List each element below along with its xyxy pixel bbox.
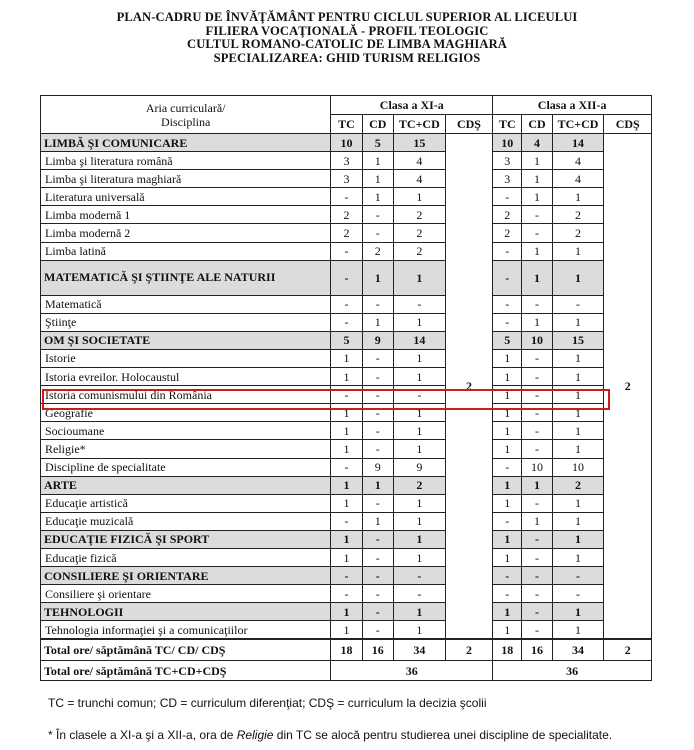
- header-area-label: Aria curriculară/: [145, 100, 226, 115]
- footnote: [48, 728, 612, 742]
- cell-tccd-11: 1: [393, 440, 445, 458]
- cell-tc-12: -: [493, 567, 522, 585]
- cell-cd-11: 1: [362, 260, 393, 295]
- cell-cd-11: 1: [362, 512, 393, 530]
- category-row: [41, 331, 652, 349]
- header-area-cell: [41, 96, 331, 134]
- title-line-4: SPECIALIZAREA: GHID TURISM RELIGIOS: [213, 50, 481, 65]
- cell-cd-12: 10: [522, 331, 552, 349]
- cell-tccd-11: 4: [393, 170, 445, 188]
- cell-tccd-12: 2: [552, 476, 604, 494]
- cell-cd-12: -: [522, 224, 552, 242]
- cell-tccd-12: 1: [552, 349, 604, 367]
- cell-tccd-12: 1: [552, 386, 604, 404]
- cell-tc-11: 2: [331, 206, 362, 224]
- title-line-3: CULTUL ROMANO-CATOLIC DE LIMBA MAGHIARĂ: [187, 37, 507, 52]
- cell-cd-11: -: [362, 494, 393, 512]
- cell-tc-11: -: [331, 585, 362, 603]
- cell-tccd-12: 4: [552, 170, 604, 188]
- cell-tccd-12: 1: [552, 260, 604, 295]
- cell-tc-11: 2: [331, 224, 362, 242]
- cell-tc-11: 1: [331, 603, 362, 621]
- cell-tc-11: 1: [331, 368, 362, 386]
- document-title: [0, 11, 694, 65]
- cell-tccd-12: 1: [552, 512, 604, 530]
- cell-tc-11: -: [331, 386, 362, 404]
- cell-cd-12: -: [522, 621, 552, 640]
- cell-cd-11: -: [362, 368, 393, 386]
- cell-cd-11: -: [362, 295, 393, 313]
- cell-cd-12: 1: [522, 170, 552, 188]
- cell-cd-12: 1: [522, 188, 552, 206]
- cell-tc-12: 1: [493, 530, 522, 548]
- col-tccd-11: TC+CD: [393, 115, 445, 134]
- cell-cd-11: -: [362, 440, 393, 458]
- cell-tccd-12: 2: [552, 206, 604, 224]
- col-tccd-12: TC+CD: [552, 115, 604, 134]
- discipline-row: [41, 170, 652, 188]
- total-sum-12: 36: [493, 661, 652, 681]
- cell-tccd-11: 15: [393, 134, 445, 152]
- cell-tc-11: -: [331, 458, 362, 476]
- cell-tccd-12: 1: [552, 404, 604, 422]
- discipline-name: Istorie: [41, 349, 331, 367]
- cell-cd-12: -: [522, 440, 552, 458]
- cell-tc-12: 1: [493, 422, 522, 440]
- cell-tccd-11: -: [393, 585, 445, 603]
- cell-tc-11: 1: [331, 494, 362, 512]
- cell-tccd-12: 1: [552, 440, 604, 458]
- cell-tccd-11: 1: [393, 368, 445, 386]
- category-row: [41, 476, 652, 494]
- table-header-row: [41, 96, 652, 115]
- cell-tc-12: -: [493, 295, 522, 313]
- cell-cd-12: -: [522, 494, 552, 512]
- cell-tc-12: 1: [493, 548, 522, 566]
- discipline-name: Istoria comunismului din România: [41, 386, 331, 404]
- discipline-name: Discipline de specialitate: [41, 458, 331, 476]
- cell-tccd-11: -: [393, 295, 445, 313]
- cell-tccd-11: 2: [393, 476, 445, 494]
- cell-tccd-12: -: [552, 567, 604, 585]
- discipline-name: Limba şi literatura română: [41, 152, 331, 170]
- cell-cd-12: -: [522, 585, 552, 603]
- cell-tc-12: 10: [493, 134, 522, 152]
- cell-tccd-12: 15: [552, 331, 604, 349]
- cell-tccd-11: 1: [393, 188, 445, 206]
- cell-tccd-12: 1: [552, 621, 604, 640]
- cell-tc-12: -: [493, 188, 522, 206]
- cell-tc-12: -: [493, 242, 522, 260]
- col-cds-11: CDŞ: [445, 115, 493, 134]
- header-discipline-label: Disciplina: [161, 114, 211, 129]
- cell-tc-11: 3: [331, 152, 362, 170]
- discipline-name: Educaţie fizică: [41, 548, 331, 566]
- category-name: OM ŞI SOCIETATE: [41, 331, 331, 349]
- cell-tc-12: 1: [493, 603, 522, 621]
- cell-tccd-12: 14: [552, 134, 604, 152]
- table-body: [41, 134, 652, 640]
- discipline-name: Socioumane: [41, 422, 331, 440]
- cell-tc-12: 1: [493, 349, 522, 367]
- cell-cd-12: -: [522, 548, 552, 566]
- total-tccd-11: 34: [393, 639, 445, 661]
- discipline-row: [41, 422, 652, 440]
- category-row: [41, 603, 652, 621]
- cell-tccd-11: 1: [393, 621, 445, 640]
- cell-tc-11: -: [331, 567, 362, 585]
- cell-tccd-11: 1: [393, 404, 445, 422]
- cell-cd-11: 2: [362, 242, 393, 260]
- title-line-2: FILIERA VOCAŢIONALĂ - PROFIL TEOLOGIC: [205, 23, 489, 38]
- cell-tc-12: 2: [493, 206, 522, 224]
- cell-cd-11: -: [362, 567, 393, 585]
- cell-cd-12: -: [522, 422, 552, 440]
- total-cd-11: 16: [362, 639, 393, 661]
- discipline-row: [41, 368, 652, 386]
- cell-tccd-11: 14: [393, 331, 445, 349]
- discipline-row: [41, 152, 652, 170]
- discipline-row: [41, 224, 652, 242]
- cell-cd-11: -: [362, 349, 393, 367]
- cell-tc-12: 1: [493, 494, 522, 512]
- category-row: [41, 567, 652, 585]
- cell-tccd-11: 1: [393, 422, 445, 440]
- header-class-11: Clasa a XI-a: [331, 96, 493, 115]
- cell-tccd-11: -: [393, 567, 445, 585]
- footnote-suffix: din TC se alocă pentru studierea unei discipline de specialitate.: [273, 728, 613, 742]
- discipline-name: Literatura universală: [41, 188, 331, 206]
- cell-tc-11: 3: [331, 170, 362, 188]
- cell-cd-12: -: [522, 386, 552, 404]
- cell-tccd-11: 1: [393, 349, 445, 367]
- discipline-name: Geografie: [41, 404, 331, 422]
- cell-cd-12: -: [522, 530, 552, 548]
- cell-cd-11: 9: [362, 331, 393, 349]
- cell-tccd-11: 1: [393, 512, 445, 530]
- total-sum-label: Total ore/ săptămână TC+CD+CDŞ: [41, 661, 331, 681]
- discipline-name: Educaţie artistică: [41, 494, 331, 512]
- cell-tccd-12: 1: [552, 242, 604, 260]
- cell-tc-12: 5: [493, 331, 522, 349]
- cell-cd-12: -: [522, 349, 552, 367]
- cell-tc-11: 1: [331, 422, 362, 440]
- cell-cd-11: -: [362, 422, 393, 440]
- cell-tccd-11: 9: [393, 458, 445, 476]
- cell-tccd-12: 1: [552, 603, 604, 621]
- cell-tccd-11: 2: [393, 224, 445, 242]
- discipline-name: Tehnologia informaţiei şi a comunicaţiilor: [41, 621, 331, 640]
- col-cd-12: CD: [522, 115, 552, 134]
- total-row-sum: [41, 661, 652, 681]
- cell-tccd-12: 1: [552, 368, 604, 386]
- total-tccd-12: 34: [552, 639, 604, 661]
- cell-tc-12: 1: [493, 621, 522, 640]
- cell-cd-12: -: [522, 206, 552, 224]
- cell-cd-11: 5: [362, 134, 393, 152]
- cell-tc-11: 1: [331, 404, 362, 422]
- discipline-row: [41, 458, 652, 476]
- cell-cd-11: -: [362, 621, 393, 640]
- cell-cd-11: -: [362, 548, 393, 566]
- cell-cd-12: -: [522, 567, 552, 585]
- discipline-row: [41, 404, 652, 422]
- cell-tc-11: 1: [331, 349, 362, 367]
- cell-tccd-11: 4: [393, 152, 445, 170]
- cell-tc-12: 1: [493, 476, 522, 494]
- cell-tccd-12: 1: [552, 548, 604, 566]
- discipline-row: [41, 386, 652, 404]
- discipline-name: Matematică: [41, 295, 331, 313]
- cell-cd-11: 1: [362, 476, 393, 494]
- cell-cd-12: -: [522, 368, 552, 386]
- cell-cd-12: 10: [522, 458, 552, 476]
- cell-tc-11: 1: [331, 621, 362, 640]
- cell-tccd-12: -: [552, 295, 604, 313]
- total-cd-12: 16: [522, 639, 552, 661]
- total-tc-11: 18: [331, 639, 362, 661]
- cell-cd-11: -: [362, 585, 393, 603]
- cell-tc-12: 1: [493, 386, 522, 404]
- cell-tc-11: -: [331, 295, 362, 313]
- category-name: EDUCAŢIE FIZICĂ ŞI SPORT: [41, 530, 331, 548]
- discipline-name: Limba latină: [41, 242, 331, 260]
- cell-cd-12: 1: [522, 242, 552, 260]
- discipline-name: Limba modernă 2: [41, 224, 331, 242]
- cell-cd-11: 1: [362, 188, 393, 206]
- cell-tccd-11: 1: [393, 530, 445, 548]
- cell-tc-12: 3: [493, 152, 522, 170]
- category-name: MATEMATICĂ ŞI ŞTIINŢE ALE NATURII: [41, 260, 331, 295]
- cell-tccd-11: 2: [393, 242, 445, 260]
- cell-cd-11: 9: [362, 458, 393, 476]
- cell-tc-12: 1: [493, 368, 522, 386]
- cell-cd-11: -: [362, 404, 393, 422]
- legend-text: TC = trunchi comun; CD = curriculum diferenţiat; CDŞ = curriculum la decizia şcolii: [48, 696, 487, 710]
- curriculum-table: [40, 95, 652, 681]
- cell-tccd-12: 2: [552, 224, 604, 242]
- category-name: TEHNOLOGII: [41, 603, 331, 621]
- discipline-row: [41, 242, 652, 260]
- category-name: CONSILIERE ŞI ORIENTARE: [41, 567, 331, 585]
- cell-tc-12: 1: [493, 404, 522, 422]
- cell-tccd-11: 1: [393, 313, 445, 331]
- total-split-label: Total ore/ săptămână TC/ CD/ CDŞ: [41, 639, 331, 661]
- cell-tccd-12: -: [552, 585, 604, 603]
- cell-cd-12: 1: [522, 152, 552, 170]
- cell-tccd-12: 1: [552, 494, 604, 512]
- cell-cd-12: 1: [522, 476, 552, 494]
- title-line-1: PLAN-CADRU DE ÎNVĂŢĂMÂNT PENTRU CICLUL SUPERIOR AL LICEULUI: [116, 10, 578, 24]
- total-cds-12: 2: [604, 639, 652, 661]
- cell-tc-12: -: [493, 458, 522, 476]
- cell-tc-12: -: [493, 512, 522, 530]
- category-row: [41, 260, 652, 295]
- cell-tccd-11: 1: [393, 548, 445, 566]
- cell-tc-11: 1: [331, 530, 362, 548]
- discipline-row: [41, 512, 652, 530]
- cell-tccd-11: -: [393, 386, 445, 404]
- category-name: ARTE: [41, 476, 331, 494]
- col-tc-11: TC: [331, 115, 362, 134]
- header-class-12: Clasa a XII-a: [493, 96, 652, 115]
- cell-tccd-11: 2: [393, 206, 445, 224]
- cell-tc-11: 1: [331, 548, 362, 566]
- cell-tccd-12: 1: [552, 422, 604, 440]
- total-row-split: [41, 639, 652, 661]
- cell-tccd-11: 1: [393, 494, 445, 512]
- cell-cd-11: -: [362, 224, 393, 242]
- cell-tccd-12: 1: [552, 188, 604, 206]
- cell-cd-12: -: [522, 295, 552, 313]
- cell-cd-11: -: [362, 603, 393, 621]
- cell-cd-11: -: [362, 386, 393, 404]
- discipline-name: Limba modernă 1: [41, 206, 331, 224]
- cell-cd-11: -: [362, 206, 393, 224]
- cds-11-cell: 2: [445, 134, 493, 640]
- cell-cd-12: 1: [522, 313, 552, 331]
- discipline-row: [41, 295, 652, 313]
- cell-tc-11: -: [331, 512, 362, 530]
- discipline-row: [41, 494, 652, 512]
- cell-tc-12: -: [493, 313, 522, 331]
- category-row: [41, 134, 652, 152]
- cell-tccd-11: 1: [393, 260, 445, 295]
- cell-cd-11: 1: [362, 152, 393, 170]
- discipline-name: Limba şi literatura maghiară: [41, 170, 331, 188]
- cell-cd-12: -: [522, 603, 552, 621]
- discipline-row: [41, 548, 652, 566]
- cell-tc-12: 1: [493, 440, 522, 458]
- cell-cd-12: -: [522, 404, 552, 422]
- category-row: [41, 530, 652, 548]
- cell-tc-11: -: [331, 260, 362, 295]
- cell-tc-11: 1: [331, 476, 362, 494]
- col-cds-12: CDŞ: [604, 115, 652, 134]
- discipline-name: Educaţie muzicală: [41, 512, 331, 530]
- cell-tc-12: 3: [493, 170, 522, 188]
- discipline-row: [41, 585, 652, 603]
- footnote-emphasis: Religie: [236, 728, 274, 742]
- cell-tc-11: -: [331, 313, 362, 331]
- cell-cd-11: -: [362, 530, 393, 548]
- discipline-row: [41, 206, 652, 224]
- cell-cd-12: 4: [522, 134, 552, 152]
- cds-12-cell: 2: [604, 134, 652, 640]
- discipline-name: Ştiinţe: [41, 313, 331, 331]
- total-sum-11: 36: [331, 661, 493, 681]
- discipline-row: [41, 440, 652, 458]
- footnote-prefix: * În clasele a XI-a şi a XII-a, ora de: [48, 728, 237, 742]
- cell-tccd-11: 1: [393, 603, 445, 621]
- cell-tc-12: -: [493, 260, 522, 295]
- discipline-name: Istoria evreilor. Holocaustul: [41, 368, 331, 386]
- discipline-row: [41, 313, 652, 331]
- cell-cd-12: 1: [522, 260, 552, 295]
- cell-tc-11: 5: [331, 331, 362, 349]
- cell-tccd-12: 1: [552, 313, 604, 331]
- cell-cd-11: 1: [362, 313, 393, 331]
- cell-tccd-12: 1: [552, 530, 604, 548]
- discipline-name: Consiliere şi orientare: [41, 585, 331, 603]
- cell-tc-12: 2: [493, 224, 522, 242]
- col-tc-12: TC: [493, 115, 522, 134]
- cell-tc-12: -: [493, 585, 522, 603]
- discipline-row: [41, 349, 652, 367]
- col-cd-11: CD: [362, 115, 393, 134]
- cell-cd-11: 1: [362, 170, 393, 188]
- cell-tccd-12: 10: [552, 458, 604, 476]
- cell-tc-11: -: [331, 188, 362, 206]
- discipline-name: Religie*: [41, 440, 331, 458]
- cell-cd-12: 1: [522, 512, 552, 530]
- total-cds-11: 2: [445, 639, 493, 661]
- discipline-row: [41, 188, 652, 206]
- total-tc-12: 18: [493, 639, 522, 661]
- cell-tc-11: 1: [331, 440, 362, 458]
- cell-tc-11: 10: [331, 134, 362, 152]
- cell-tccd-12: 4: [552, 152, 604, 170]
- category-name: LIMBĂ ŞI COMUNICARE: [41, 134, 331, 152]
- discipline-row: [41, 621, 652, 640]
- cell-tc-11: -: [331, 242, 362, 260]
